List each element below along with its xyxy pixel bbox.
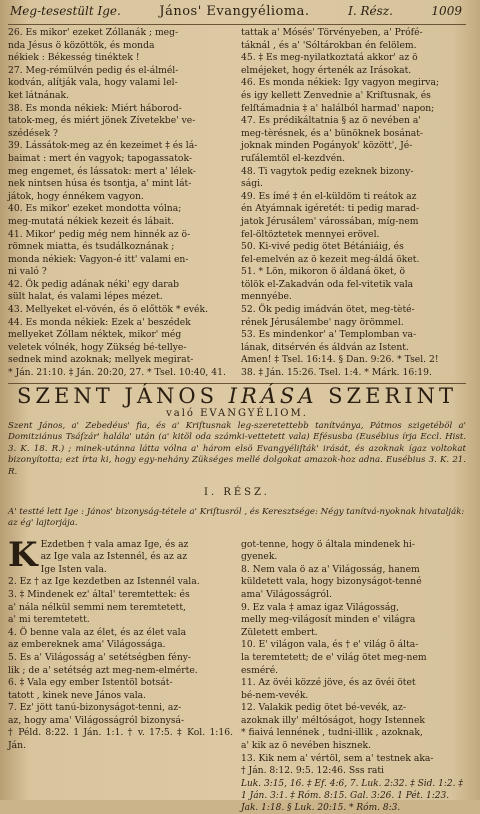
verse-line: 27. Meg-rémülvén pedig és el-álmél- (8, 64, 179, 76)
verse-line: 41. Mikor' pedig még nem hinnék az ö- (8, 228, 191, 240)
verse-line: az embereknek ama' Világossága. (8, 639, 166, 651)
verse-line: 45. ‡ Es meg-nyilatkoztatá akkor' az ö (241, 52, 418, 64)
verse-line: 2. Ez † az Ige kezdetben az Istennél vala. (8, 576, 200, 588)
verse-line: ama' Világosságról. (241, 588, 332, 600)
verse-line: kodván, alítják vala, hogy valami lel- (8, 77, 178, 89)
verse-line: 47. Es prédikáltatnia § az ö nevében a' (241, 115, 421, 127)
verse-line: sült halat, és valami lépes mézet. (8, 291, 163, 303)
verse-line: mennyébe. (241, 291, 292, 303)
verse-line: nek nintsen húsa és tsontja, a' mint lát- (8, 178, 192, 190)
verse-line: a' nála nélkül semmi nem teremtetett, (8, 601, 186, 613)
book-subtitle: való EVANGYÉLIOM. (166, 407, 308, 419)
banner-part-1: SZENT JÁNOS (17, 383, 218, 408)
drop-cap: K (8, 534, 38, 575)
chapter-heading: I. RÉSZ. (204, 487, 270, 499)
banner-part-3: SZERINT (328, 383, 457, 408)
banner-part-2: IRÁSA (228, 383, 318, 408)
verse-line: küldetett vala, hogy bizonyságot-tenné (241, 576, 422, 588)
verse-line: joknak minden Pogányok' között', Jé- (241, 140, 413, 152)
verse-line: baimat : mert én vagyok; tapogassatok- (8, 152, 192, 164)
verse-line: 7. Ez' jött tanú-bizonyságot-tenni, az- (8, 702, 182, 714)
verse-line: meg-tèrésnek, és a' bünöknek bosánat- (241, 127, 424, 139)
top-right-column (241, 27, 466, 380)
verse-line: * fiaivá lennének , tudni-illik , azoknak, (241, 727, 423, 739)
verse-line: mellyeket Zóllam néktek, mikor' még (8, 329, 182, 341)
bottom-right-column (241, 539, 466, 778)
verse-line: 53. Es mindenkor' a' Templomban va- (241, 329, 417, 341)
verse-line: 39. Lássátok-meg az én kezeimet ‡ és lá- (8, 140, 198, 152)
verse-line: 51. * Lön, mikoron ö áldaná öket, ö (241, 266, 406, 278)
verse-line: 50. Ki-vivé pedig ötet Bétániáig, és (241, 241, 404, 253)
chapter-summary: A' testté lett Ige : János' bizonyság-tétele a' Kriſtusról , és Keresztsége: Négy tanítvá-nyoknak hivatalják: az ég' lajtorjája. (8, 506, 465, 529)
verse-line: és igy kellett Zenvednie a' Kriſtusnak, és (241, 89, 431, 101)
verse-line: meg engemet, és lássatok: mert a' lélek- (8, 165, 196, 177)
verse-line: 48. Ti vagytok pedig ezeknek bizony- (241, 165, 414, 177)
verse-line: † Péld. 8:22. 1 Ján. 1:1. † v. 17:5. ‡ Kol. 1:16. Ján. (8, 727, 233, 752)
verse-line: rének Jérusálembe' nagy örömmel. (241, 316, 404, 328)
running-head-left: Meg-tesestült Ige. (10, 4, 121, 18)
verse-line: én Atyámnak igéretét: ti pedig marad- (241, 203, 420, 215)
verse-line: tattak a' Mósés' Törvényeben, a' Prófé- (241, 27, 423, 38)
bottom-left-verses (8, 576, 233, 752)
verse-line: 3. ‡ Mindenek ez' által' teremtettek: és (8, 588, 190, 600)
running-head-title: János' Evangyélioma. (159, 4, 310, 19)
verse-line: táknál , és a' 'Sóltárokban én felölem. (241, 39, 417, 51)
verse-line: Ige Isten vala. (40, 563, 107, 575)
verse-line: ruſálemtöl el-kezdvén. (241, 152, 346, 164)
verse-line: 11. Az övéi közzé jöve, és az övéi ötet (241, 677, 416, 689)
running-head-chapter: I. Rész. (348, 4, 393, 18)
verse-line: 12. Valakik pedig ötet bé-vevék, az- (241, 702, 406, 714)
verse-line: nékiek : Békesség tinéktek ! (8, 52, 140, 64)
verse-line: la teremtetett; de e' világ ötet meg-nem (241, 651, 427, 663)
book-introduction: Szent János, a' Zebedéus' fia, és a' Kriſtusnak leg-szeretettebb tanítványa, Pátmos szigetéböl a' Domitziánus Tsáſzár' halála' után (a' kitöl oda számki-vettetett vala) Efésusba (Eusébius írja Eccl. Hist. 3. K. 18. R.) ; minek-utánna látta vólna a' három elsö Evangyéliſták' irását, és azoknak ígaz voltokat bizonyította; ezt írta ki, hogy egy-nehány Zükséges mellé dolgokat amazok-hoz adna. Eusébius 3. K. 21. R. (8, 420, 466, 477)
verse-line: szédések ? (8, 127, 58, 139)
verse-line: got-tenne, hogy ö általa mindenek hi- (241, 538, 415, 550)
verse-line: a' kik az ö nevében hisznek. (241, 740, 371, 752)
verse-line: játok, hogy énnékem vagyon. (8, 190, 144, 202)
verse-line: 43. Mellyeket el-vövén, és ö előttök * evék. (8, 304, 208, 316)
verse-line: tölök el-Zakadván oda fel-vitetik vala (241, 278, 414, 290)
verse-line: † Ján. 8:12. 9:5. 12:46. Sss rati (241, 765, 384, 777)
verse-line: fel-emelvén az ö kezeit meg-áldá öket. (241, 253, 420, 265)
verse-line: elméjeket, hogy értenék az Irásokat. (241, 64, 412, 76)
verse-line: 26. Es mikor' ezeket Zóllanák ; meg- (8, 27, 179, 38)
verse-line: ni való ? (8, 266, 47, 278)
verse-line: 38. Es monda nékiek: Miért háborod- (8, 102, 182, 114)
bottom-left-column (8, 534, 233, 778)
verse-line: 13. Kik nem a' vértöl, sem a' testnek aka- (241, 752, 434, 764)
verse-line: Zületett embert. (241, 626, 318, 638)
verse-line: tatott , kinek neve János vala. (8, 689, 147, 701)
verse-line: Ezdetben † vala amaz Ige, és az (40, 538, 189, 550)
verse-line: azoknak illy' méltóságot, hogy Istennek (241, 714, 425, 726)
verse-line: 52. Ök pedig imádván ötet, meg-tèté- (241, 304, 415, 316)
page-number: 1009 (431, 4, 462, 18)
verse-line: sági. (241, 178, 263, 190)
verse-line: nda Jésus ö közöttök, és monda (8, 39, 155, 51)
verse-line: ket látnának. (8, 89, 70, 101)
verse-line: Amen! ‡ Tsel. 16:14. § Dan. 9:26. * Tsel. 2! (241, 354, 439, 366)
verse-line: bé-nem-vevék. (241, 689, 309, 701)
verse-line: sednek mind azoknak; mellyek megirat- (8, 354, 194, 366)
verse-line: monda nékiek: Vagyon-é itt' valami en- (8, 253, 189, 265)
verse-line: 4. Ö benne vala az élet, és az élet vala (8, 626, 187, 638)
verse-line: 38. ‡ Ján. 15:26. Tsel. 1:4. * Márk. 16:19. (241, 367, 432, 379)
verse-line: 8. Nem vala ö az a' Világosság, hanem (241, 563, 420, 575)
verse-line: 40. Es mikor' ezeket mondotta vólna; (8, 203, 182, 215)
top-left-column (8, 27, 233, 380)
verse-line: 5. Es a' Világosság a' setétségben fény- (8, 651, 192, 663)
opening-verse (8, 534, 233, 577)
footnotes (8, 778, 466, 814)
verse-line: * Ján. 21:10. ‡ Ján. 20:20, 27. * Tsel. 10:40, 41. (8, 367, 226, 379)
verse-line: 9. Ez vala ‡ amaz igaz Világosság, (241, 601, 400, 613)
verse-line: veletek vólnék, hogy Zükség bé-tellye- (8, 341, 187, 353)
verse-line: meg-mutatá nékiek kezeit és lábait. (8, 215, 175, 227)
verse-line: 10. E' világon vala, és † e' világ ö álta- (241, 639, 419, 651)
verse-line: esméré. (241, 664, 279, 676)
verse-line: az, hogy ama' Világosságról bizonysá- (8, 714, 185, 726)
verse-line: gyenek. (241, 551, 278, 563)
footnote-right: Luk. 3:15, 16. ‡ Ef. 4:6, 7. Luk. 2:32. ‡ Sid. 1:2. ‡ 1 Ján. 3:1. ‡ Róm. 8:15. Gal. 3:26. 1 Pét. 1:23. Jak. 1:18. § Luk. 20:15. * Róm. 8:3. (241, 778, 463, 813)
verse-line: jatok Jérusálem' várossában, míg-nem (241, 215, 419, 227)
verse-line: felſtámadnia ‡ a' halálból harmad' napon; (241, 102, 435, 114)
book-title-banner (8, 383, 466, 408)
verse-line: a' mi teremtetett. (8, 614, 90, 626)
verse-line: tatok-meg, és miért jönek Zívetekbe' ve- (8, 115, 196, 127)
verse-line: fel-öltöztetek mennyei erövel. (241, 228, 380, 240)
footnote-left (8, 778, 233, 814)
verse-line: az Ige vala az Istennél, és az az (40, 551, 188, 563)
verse-line: 44. Es monda nékiek: Ezek a' beszédek (8, 316, 191, 328)
running-header (8, 4, 466, 25)
verse-line: 6. ‡ Vala egy ember Istentöl botsát- (8, 677, 173, 689)
verse-line: 49. Es ímé ‡ én el-küldöm ti reátok az (241, 190, 417, 202)
top-columns (8, 27, 466, 380)
verse-line: 46. Es monda nékiek: Igy vagyon megirva; (241, 77, 440, 89)
verse-line: römnek miatta, és tsudálkoznának ; (8, 241, 175, 253)
verse-line: melly meg-világosít minden e' világra (241, 614, 416, 626)
bottom-columns (8, 534, 466, 778)
verse-line: lának, ditsérvén és áldván az Istent. (241, 341, 409, 353)
verse-line: lik ; de a' setétség azt meg-nem-elmérte. (8, 664, 198, 676)
verse-line: 42. Ök pedig adának néki' egy darab (8, 278, 180, 290)
